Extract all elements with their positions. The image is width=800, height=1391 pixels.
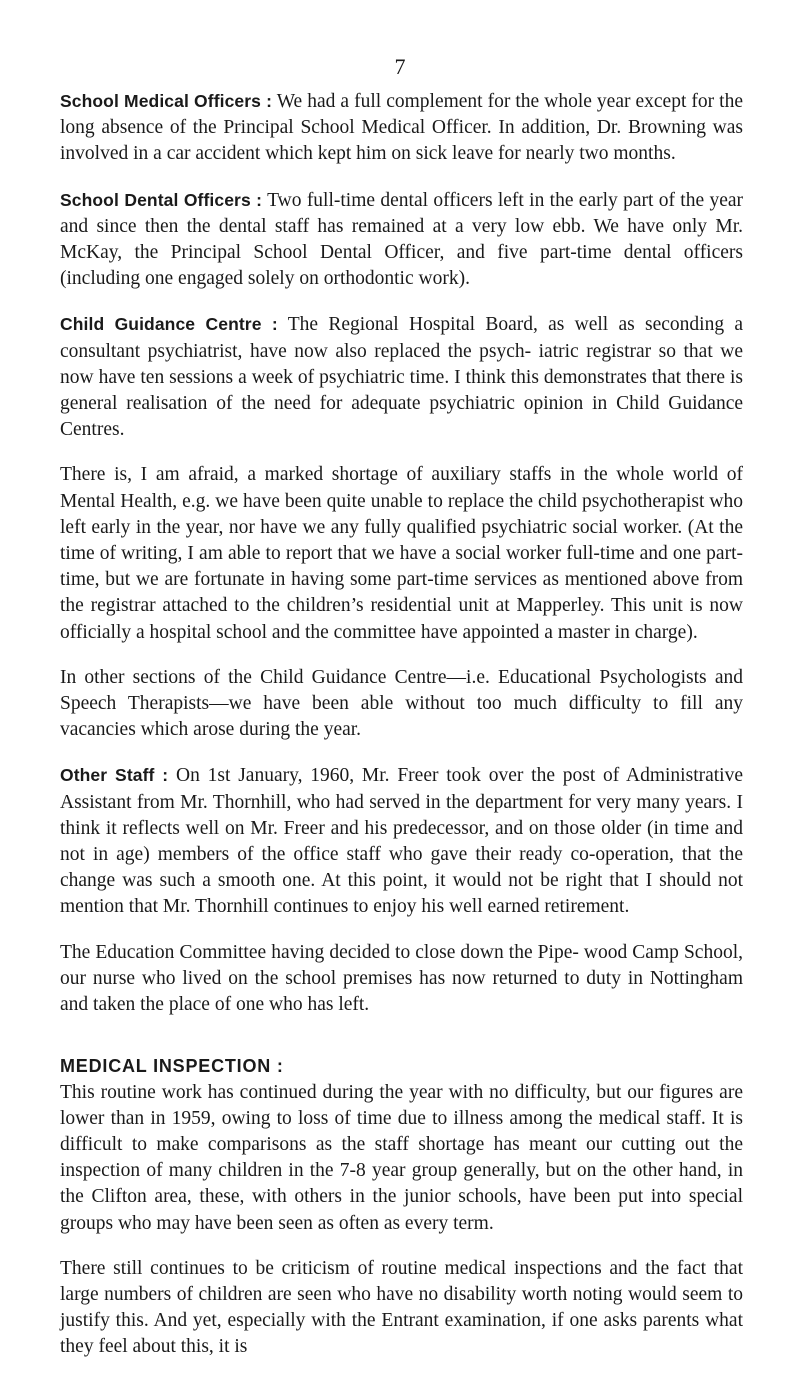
- paragraph-other-staff: [60, 762, 743, 920]
- paragraph-text: The Education Committee having decided to close down the Pipe- wood Camp School, our nurse who lived on the school premises has now returned to duty in Nottingham and taken the place of one who has left.: [60, 941, 743, 1016]
- paragraph-text: Two full-time dental officers left in the early part of the year and since then the dental staff has remained at a very low ebb. We have only Mr. McKay, the Principal School Dental Officer, and five part-time dental officers (including one engaged solely on orthodontic work).: [60, 189, 743, 290]
- paragraph-criticism: [60, 1256, 743, 1361]
- paragraph-other-sections: [60, 665, 743, 744]
- paragraph-child-guidance-centre: [60, 311, 743, 443]
- paragraph-text: The Regional Hospital Board, as well as seconding a consultant psychiatrist, have now also replaced the psych- iatric registrar so that we now have ten sessions a week of psychiatric time. I think this demonstrates that there is general realisation of the need for adequate psychiatric opinion in Child Guidance Centres.: [60, 314, 743, 441]
- paragraph-text: There is, I am afraid, a marked shortage of auxiliary staffs in the whole world of Mental Health, e.g. we have been quite unable to replace the child psychotherapist who left early in the year, nor have we any fully qualified psychiatric social worker. (At the time of writing, I am able to report that we have a social worker full-time and one part-time, but we are fortunate in having some part-time services as mentioned above from the registrar attached to the children’s residential unit at Mapperley. This unit is now officially a hospital school and the committee have appointed a master in charge).: [60, 464, 743, 643]
- paragraph-school-dental-officers: [60, 187, 743, 293]
- paragraph-text: On 1st January, 1960, Mr. Freer took over the post of Administrative Assistant from Mr. Thornhill, who had served in the department for very many years. I think it reflects well on Mr. Freer and his predecessor, and on those older (in time and not in age) members of the office staff who gave their ready co-operation, that the change was such a smooth one. At this point, it would not be right that I should not mention that Mr. Thornhill continues to enjoy his well earned retirement.: [60, 765, 743, 918]
- paragraph-lead-heading: School Medical Officers :: [60, 91, 273, 111]
- paragraph-text: This routine work has continued during the year with no difficulty, but our figures are lower than in 1959, owing to loss of time due to illness among the medical staff. It is difficult to make comparisons as the staff shortage has meant our cutting out the inspection of many children in the 7-8 year group generally, but on the other hand, in the Clifton area, these, with others in the junior schools, have been put into special groups who may have been seen as often as every term.: [60, 1081, 743, 1234]
- page-number: 7: [394, 54, 406, 79]
- paragraph-lead-heading: School Dental Officers :: [60, 189, 263, 210]
- paragraph-auxiliary-staff-shortage: [60, 462, 743, 645]
- paragraph-pipewood-camp-school: [60, 940, 743, 1019]
- paragraph-school-medical-officers: [60, 88, 743, 168]
- spacer: [60, 1037, 743, 1053]
- paragraph-lead-heading: Child Guidance Centre :: [60, 314, 278, 335]
- paragraph-text: In other sections of the Child Guidance Centre—i.e. Educational Psychologists and Speech Therapists—we have been able without too much difficulty to fill any vacancies which arose during the year.: [60, 666, 743, 741]
- body-text: [60, 88, 743, 1380]
- section-heading-medical-inspection: MEDICAL INSPECTION :: [60, 1056, 284, 1077]
- paragraph-lead-heading: Other Staff :: [60, 765, 169, 786]
- paragraph-text: We had a full complement for the whole year except for the long absence of the Principal School Medical Officer. In addition, Dr. Browning was involved in a car accident which kept him on sick leave for nearly two months.: [60, 91, 743, 165]
- paragraph-routine-work: [60, 1080, 743, 1237]
- paragraph-text: There still continues to be criticism of routine medical inspections and the fact that large numbers of children are seen who have no disability worth noting would seem to justify this. And yet, especially with the Entrant examination, if one asks parents what they feel about this, it is: [60, 1257, 743, 1358]
